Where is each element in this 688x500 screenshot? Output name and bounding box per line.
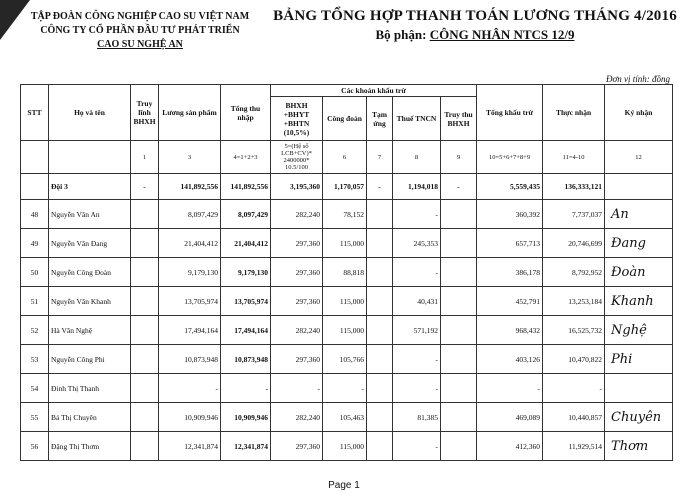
cell-tong-khau-tru: 469,089	[477, 403, 543, 432]
index-cell: 9	[441, 141, 477, 174]
cell-tong: 8,097,429	[221, 200, 271, 229]
cell-tong: -	[221, 374, 271, 403]
cell-tong: 17,494,164	[221, 316, 271, 345]
cell-bhxh: 282,240	[271, 200, 323, 229]
cell-bhxh: 282,240	[271, 316, 323, 345]
cell-tong-khau-tru: 657,713	[477, 229, 543, 258]
cell-luong-sp: 12,341,874	[159, 432, 221, 461]
cell-cong-doan: 115,000	[323, 432, 367, 461]
cell-bhxh: 297,360	[271, 345, 323, 374]
col-ky-nhan: Ký nhận	[605, 85, 673, 141]
col-cong-doan: Công đoàn	[323, 97, 367, 141]
col-group-khau-tru: Các khoản khấu trừ	[271, 85, 477, 97]
signature: Phi	[605, 345, 673, 374]
cell-tong: 21,404,412	[221, 229, 271, 258]
cell-name: Bá Thị Chuyên	[49, 403, 131, 432]
cell-name: Đinh Thị Thanh	[49, 374, 131, 403]
index-cell: 8	[393, 141, 441, 174]
empty-cell	[131, 403, 159, 432]
cell-stt: 55	[21, 403, 49, 432]
empty-cell	[441, 374, 477, 403]
cell-tong-khau-tru: 386,178	[477, 258, 543, 287]
table-row	[21, 258, 673, 287]
empty-cell	[131, 287, 159, 316]
cell-luong-sp: 10,909,946	[159, 403, 221, 432]
table-row	[21, 374, 673, 403]
cell-bhxh: 282,240	[271, 403, 323, 432]
department-line	[270, 27, 680, 43]
empty-cell	[131, 258, 159, 287]
group-stt	[21, 174, 49, 200]
header-row-1	[21, 85, 673, 97]
empty-cell	[367, 200, 393, 229]
cell-name: Nguyễn Văn An	[49, 200, 131, 229]
cell-thuc-nhan: 10,440,857	[543, 403, 605, 432]
cell-thuc-nhan: 8,792,952	[543, 258, 605, 287]
cell-luong-sp: 17,494,164	[159, 316, 221, 345]
empty-cell	[441, 200, 477, 229]
signature: Khanh	[605, 287, 673, 316]
cell-name: Nguyễn Văn Khanh	[49, 287, 131, 316]
index-cell: 11=4-10	[543, 141, 605, 174]
group-cong-doan: 1,170,057	[323, 174, 367, 200]
group-row	[21, 174, 673, 200]
empty-cell	[367, 316, 393, 345]
group-luong-sp: 141,892,556	[159, 174, 221, 200]
cell-thue: -	[393, 432, 441, 461]
col-truy-thu: Truy thu BHXH	[441, 97, 477, 141]
empty-cell	[441, 432, 477, 461]
signature: Thơm	[605, 432, 673, 461]
signature: Đang	[605, 229, 673, 258]
empty-cell	[131, 316, 159, 345]
cell-tong: 12,341,874	[221, 432, 271, 461]
cell-stt: 50	[21, 258, 49, 287]
cell-cong-doan: 115,000	[323, 229, 367, 258]
empty-cell	[131, 345, 159, 374]
col-stt: STT	[21, 85, 49, 141]
signature: Chuyên	[605, 403, 673, 432]
cell-name: Đặng Thị Thơm	[49, 432, 131, 461]
cell-tong-khau-tru: 452,791	[477, 287, 543, 316]
cell-luong-sp: -	[159, 374, 221, 403]
cell-tong-khau-tru: 968,432	[477, 316, 543, 345]
table-row	[21, 403, 673, 432]
cell-bhxh: 297,360	[271, 287, 323, 316]
cell-thue: -	[393, 374, 441, 403]
index-cell: 3	[159, 141, 221, 174]
cell-bhxh: 297,360	[271, 258, 323, 287]
cell-tong-khau-tru: 360,392	[477, 200, 543, 229]
col-name: Họ và tên	[49, 85, 131, 141]
col-tong-thu-nhap: Tổng thu nhập	[221, 85, 271, 141]
empty-cell	[131, 432, 159, 461]
empty-cell	[131, 374, 159, 403]
index-cell: 10=5+6+7+8+9	[477, 141, 543, 174]
empty-cell	[367, 345, 393, 374]
cell-name: Nguyễn Công Phi	[49, 345, 131, 374]
cell-cong-doan: 105,766	[323, 345, 367, 374]
page-number: Page 1	[328, 480, 360, 491]
col-bhxh: BHXH +BHYT +BHTN (10,5%)	[271, 97, 323, 141]
group-truy-thu: -	[441, 174, 477, 200]
signature: An	[605, 200, 673, 229]
empty-cell	[441, 345, 477, 374]
cell-luong-sp: 13,705,974	[159, 287, 221, 316]
cell-cong-doan: 115,000	[323, 316, 367, 345]
department-label: Bộ phận:	[375, 27, 427, 42]
cell-thue: 571,192	[393, 316, 441, 345]
group-name: Đội 3	[49, 174, 131, 200]
cell-tong: 10,873,948	[221, 345, 271, 374]
cell-thuc-nhan: -	[543, 374, 605, 403]
col-tong-khau-tru: Tổng khấu trừ	[477, 85, 543, 141]
cell-tong: 9,179,130	[221, 258, 271, 287]
unit-note: Đơn vị tính: đồng	[605, 74, 670, 84]
cell-thuc-nhan: 13,253,184	[543, 287, 605, 316]
index-cell: 5=(Hệ số LCB+CV)* 2400000* 10.5/100	[271, 141, 323, 174]
cell-thuc-nhan: 7,737,037	[543, 200, 605, 229]
col-truy-linh: Truy lĩnh BHXH	[131, 85, 159, 141]
cell-stt: 51	[21, 287, 49, 316]
cell-luong-sp: 9,179,130	[159, 258, 221, 287]
cell-thuc-nhan: 20,746,699	[543, 229, 605, 258]
org-line-3: CAO SU NGHỆ AN	[97, 39, 183, 50]
cell-cong-doan: 115,000	[323, 287, 367, 316]
cell-stt: 48	[21, 200, 49, 229]
cell-cong-doan: 78,152	[323, 200, 367, 229]
cell-thue: -	[393, 258, 441, 287]
cell-bhxh: 297,360	[271, 432, 323, 461]
empty-cell	[441, 258, 477, 287]
cell-cong-doan: 105,463	[323, 403, 367, 432]
cell-luong-sp: 10,873,948	[159, 345, 221, 374]
cell-cong-doan: -	[323, 374, 367, 403]
group-thuc-nhan: 136,333,121	[543, 174, 605, 200]
cell-tong-khau-tru: 412,360	[477, 432, 543, 461]
cell-tong: 10,909,946	[221, 403, 271, 432]
cell-tong: 13,705,974	[221, 287, 271, 316]
index-cell	[21, 141, 49, 174]
payroll-table	[20, 84, 673, 461]
group-thue: 1,194,018	[393, 174, 441, 200]
cell-thue: 81,385	[393, 403, 441, 432]
empty-cell	[367, 374, 393, 403]
empty-cell	[367, 403, 393, 432]
col-thue: Thuế TNCN	[393, 97, 441, 141]
cell-thue: 245,353	[393, 229, 441, 258]
table-row	[21, 200, 673, 229]
table-row	[21, 432, 673, 461]
empty-cell	[441, 316, 477, 345]
cell-bhxh: 297,360	[271, 229, 323, 258]
cell-name: Nguyễn Công Đoàn	[49, 258, 131, 287]
signature	[605, 374, 673, 403]
org-line-2: CÔNG TY CỔ PHẦN ĐẦU TƯ PHÁT TRIỂN	[40, 25, 240, 36]
empty-cell	[367, 229, 393, 258]
cell-thue: 40,431	[393, 287, 441, 316]
cell-thue: -	[393, 345, 441, 374]
group-tam-ung: -	[367, 174, 393, 200]
col-tam-ung: Tạm ứng	[367, 97, 393, 141]
cell-luong-sp: 21,404,412	[159, 229, 221, 258]
index-cell: 4=1+2+3	[221, 141, 271, 174]
group-tong-khau-tru: 5,559,435	[477, 174, 543, 200]
cell-thuc-nhan: 11,929,514	[543, 432, 605, 461]
table-row	[21, 316, 673, 345]
cell-thuc-nhan: 16,525,732	[543, 316, 605, 345]
empty-cell	[441, 287, 477, 316]
index-cell: 6	[323, 141, 367, 174]
org-line-1: TẬP ĐOÀN CÔNG NGHIỆP CAO SU VIỆT NAM	[30, 11, 250, 22]
cell-name: Nguyễn Văn Đang	[49, 229, 131, 258]
signature: Đoàn	[605, 258, 673, 287]
table-row	[21, 287, 673, 316]
index-cell	[49, 141, 131, 174]
index-cell: 7	[367, 141, 393, 174]
cell-luong-sp: 8,097,429	[159, 200, 221, 229]
cell-stt: 53	[21, 345, 49, 374]
cell-name: Hà Văn Nghệ	[49, 316, 131, 345]
empty-cell	[441, 229, 477, 258]
empty-cell	[367, 432, 393, 461]
index-cell: 1	[131, 141, 159, 174]
empty-cell	[367, 287, 393, 316]
cell-thue: -	[393, 200, 441, 229]
empty-cell	[131, 229, 159, 258]
cell-stt: 49	[21, 229, 49, 258]
index-cell: 12	[605, 141, 673, 174]
cell-thuc-nhan: 10,470,822	[543, 345, 605, 374]
col-luong-sp: Lương sản phẩm	[159, 85, 221, 141]
cell-stt: 54	[21, 374, 49, 403]
document-title: BẢNG TỔNG HỢP THANH TOÁN LƯƠNG THÁNG 4/2016	[273, 8, 677, 24]
group-tong: 141,892,556	[221, 174, 271, 200]
organization-block	[20, 10, 260, 52]
cell-tong-khau-tru: 403,126	[477, 345, 543, 374]
table-row	[21, 345, 673, 374]
empty-cell	[367, 258, 393, 287]
empty-cell	[131, 200, 159, 229]
department-value: CÔNG NHÂN NTCS 12/9	[429, 27, 575, 42]
group-truy-linh: -	[131, 174, 159, 200]
cell-stt: 52	[21, 316, 49, 345]
cell-stt: 56	[21, 432, 49, 461]
table-row	[21, 229, 673, 258]
cell-cong-doan: 88,818	[323, 258, 367, 287]
index-row	[21, 141, 673, 174]
group-ky-nhan	[605, 174, 673, 200]
empty-cell	[441, 403, 477, 432]
cell-tong-khau-tru: -	[477, 374, 543, 403]
signature: Nghệ	[605, 316, 673, 345]
cell-bhxh: -	[271, 374, 323, 403]
col-thuc-nhan: Thực nhận	[543, 85, 605, 141]
group-bhxh: 3,195,360	[271, 174, 323, 200]
document-title-block	[270, 8, 680, 43]
